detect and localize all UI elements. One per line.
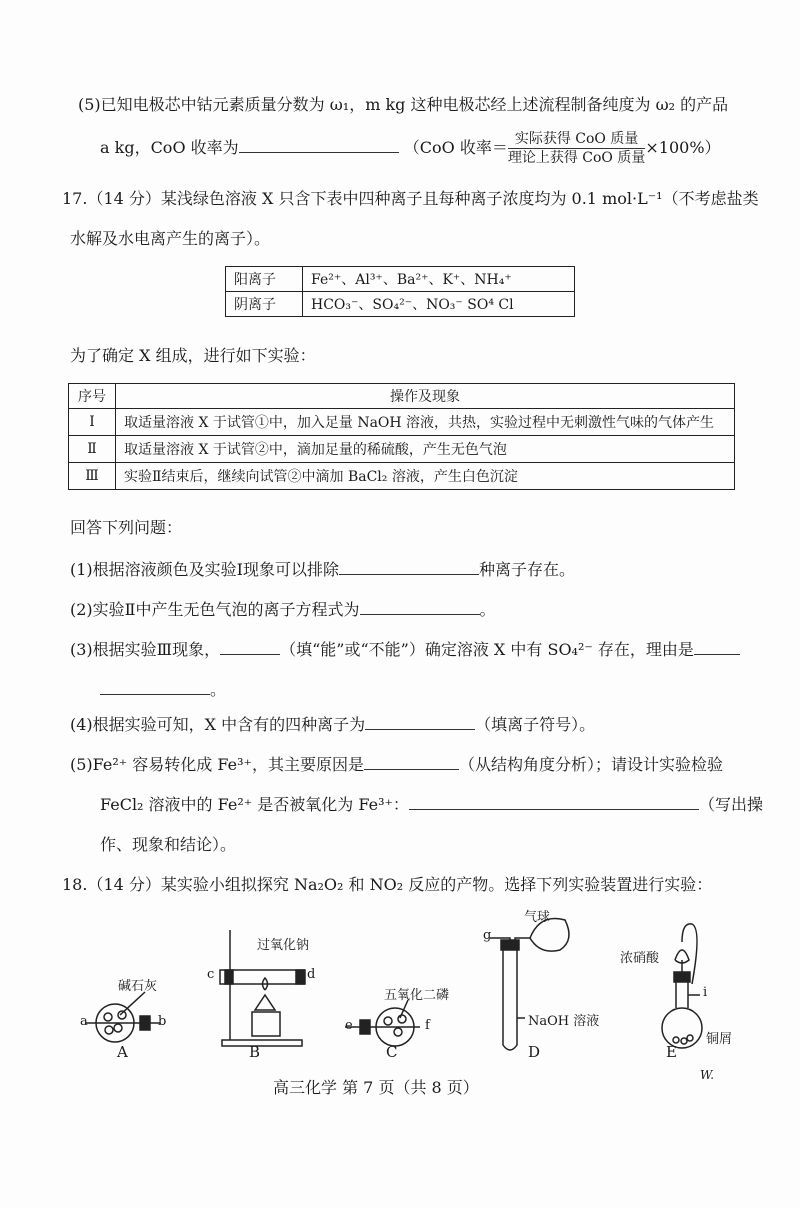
caption-c: C bbox=[386, 1043, 398, 1061]
formula-prefix: （CoO 收率＝ bbox=[403, 138, 508, 157]
answer-blank[interactable] bbox=[360, 600, 480, 615]
port-f: f bbox=[425, 1018, 430, 1033]
answer-blank[interactable] bbox=[339, 560, 479, 575]
header-operation: 操作及现象 bbox=[116, 384, 735, 409]
label-sodium-peroxide: 过氧化钠 bbox=[257, 938, 310, 953]
table-row bbox=[226, 292, 575, 317]
answer-blank[interactable] bbox=[409, 795, 699, 810]
answer-blank[interactable] bbox=[364, 755, 459, 770]
q3-text-mid: （填“能”或“不能”）确定溶液 X 中有 SO₄²⁻ 存在，理由是 bbox=[280, 640, 694, 659]
q17-1 bbox=[70, 557, 575, 580]
table-row bbox=[69, 409, 735, 436]
q17-intro1: 17.（14 分）某浅绿色溶液 X 只含下表中四种离子且每种离子浓度均为 0.1 mol·L⁻¹（不考虑盐类 bbox=[62, 189, 759, 208]
q5-text-3: （写出操 bbox=[698, 795, 763, 814]
label-copper: 铜屑 bbox=[706, 1032, 733, 1047]
apparatus-c-drying-tube bbox=[345, 1000, 420, 1046]
q5-text-mid: （从结构角度分析）；请设计实验检验 bbox=[458, 755, 723, 774]
ion-list: HCO₃⁻、SO₄²⁻、NO₃⁻ SO⁴ Cl bbox=[303, 292, 575, 317]
label-soda-lime: 碱石灰 bbox=[118, 979, 158, 994]
answer-intro: 回答下列问题： bbox=[70, 518, 183, 537]
q3-text-end: 。 bbox=[210, 680, 227, 699]
q5-text-2: FeCl₂ 溶液中的 Fe²⁺ 是否被氧化为 Fe³⁺： bbox=[100, 795, 409, 814]
experiment-table bbox=[68, 383, 735, 490]
q17-2 bbox=[70, 597, 496, 620]
q16-5-line1: (5)已知电极芯中钴元素质量分数为 ω₁，m kg 这种电极芯经上述流程制备纯度为 ω₂ 的产品 bbox=[78, 95, 729, 114]
port-e: e bbox=[345, 1018, 353, 1033]
q1-text: (1)根据溶液颜色及实验Ⅰ现象可以排除 bbox=[70, 560, 339, 579]
table-row bbox=[69, 463, 735, 490]
row-operation: 取适量溶液 X 于试管①中，加入足量 NaOH 溶液，共热，实验过程中无刺激性气味的气体产生 bbox=[116, 409, 735, 436]
ion-table bbox=[225, 266, 575, 317]
answer-blank[interactable] bbox=[694, 640, 740, 655]
apparatus-e-flask bbox=[662, 924, 702, 1048]
row-operation: 取适量溶液 X 于试管②中，滴加足量的稀硫酸，产生无色气泡 bbox=[116, 436, 735, 463]
ion-type: 阴离子 bbox=[226, 292, 303, 317]
q4-text: (4)根据实验可知，X 中含有的四种离子为 bbox=[70, 715, 366, 734]
apparatus-a-drying-tube bbox=[85, 992, 160, 1042]
q17-5 bbox=[70, 752, 723, 775]
apparatus-d-test-tube bbox=[490, 918, 569, 1050]
port-c: c bbox=[207, 967, 215, 982]
label-nitric-acid: 浓硝酸 bbox=[620, 951, 660, 966]
table-header-row bbox=[69, 384, 735, 409]
label-balloon: 气球 bbox=[524, 910, 551, 925]
q17-intro2: 水解及水电离产生的离子）。 bbox=[70, 229, 271, 248]
fraction-numerator: 实际获得 CoO 质量 bbox=[508, 130, 646, 149]
answer-blank[interactable] bbox=[220, 640, 280, 655]
q1-text-end: 种离子存在。 bbox=[479, 560, 576, 579]
caption-d: D bbox=[528, 1043, 541, 1061]
q3-text: (3)根据实验Ⅲ现象， bbox=[70, 640, 221, 659]
port-i: i bbox=[703, 985, 708, 1000]
port-g: g bbox=[483, 928, 492, 943]
q16-5-prefix: a kg，CoO 收率为 bbox=[100, 138, 239, 157]
fraction-denominator: 理论上获得 CoO 质量 bbox=[507, 150, 646, 166]
label-p2o5: 五氧化二磷 bbox=[384, 988, 450, 1003]
ion-list: Fe²⁺、Al³⁺、Ba²⁺、K⁺、NH₄⁺ bbox=[303, 267, 575, 292]
formula-suffix: ×100%） bbox=[645, 138, 721, 157]
port-b: b bbox=[158, 1014, 167, 1029]
header-index: 序号 bbox=[69, 384, 116, 409]
q17-4 bbox=[70, 712, 595, 735]
port-a: a bbox=[80, 1014, 88, 1029]
caption-a: A bbox=[117, 1043, 128, 1061]
caption-b: B bbox=[249, 1043, 261, 1061]
table-row bbox=[226, 267, 575, 292]
q4-text-end: （填离子符号）。 bbox=[475, 715, 596, 734]
yield-fraction bbox=[508, 130, 646, 167]
page-footer: 高三化学 第 7 页（共 8 页） bbox=[273, 1078, 479, 1097]
q17-3 bbox=[70, 637, 740, 660]
caption-e: E bbox=[666, 1043, 677, 1061]
q2-text: (2)实验Ⅱ中产生无色气泡的离子方程式为 bbox=[70, 600, 360, 619]
row-index: Ⅲ bbox=[69, 463, 116, 490]
q17-3-cont bbox=[100, 677, 226, 700]
row-operation: 实验Ⅱ结束后，继续向试管②中滴加 BaCl₂ 溶液，产生白色沉淀 bbox=[116, 463, 735, 490]
table-row bbox=[69, 436, 735, 463]
q17-5-end: 作、现象和结论）。 bbox=[100, 835, 237, 854]
q18-intro: 18.（14 分）某实验小组拟探究 Na₂O₂ 和 NO₂ 反应的产物。选择下列实验装置进行实验： bbox=[62, 875, 713, 894]
row-index: Ⅱ bbox=[69, 436, 116, 463]
exp-intro: 为了确定 X 组成，进行如下实验： bbox=[70, 346, 316, 365]
label-naoh: NaOH 溶液 bbox=[528, 1014, 600, 1029]
answer-blank[interactable] bbox=[365, 715, 475, 730]
answer-blank[interactable] bbox=[239, 138, 399, 153]
q17-5-cont bbox=[100, 792, 763, 815]
ion-type: 阳离子 bbox=[226, 267, 303, 292]
row-index: Ⅰ bbox=[69, 409, 116, 436]
answer-blank[interactable] bbox=[100, 680, 210, 695]
handwritten-mark: W. bbox=[700, 1068, 715, 1082]
port-d: d bbox=[307, 967, 316, 982]
q2-text-end: 。 bbox=[479, 600, 496, 619]
q16-5-line2 bbox=[100, 130, 721, 167]
q5-text: (5)Fe²⁺ 容易转化成 Fe³⁺，其主要原因是 bbox=[70, 755, 364, 774]
